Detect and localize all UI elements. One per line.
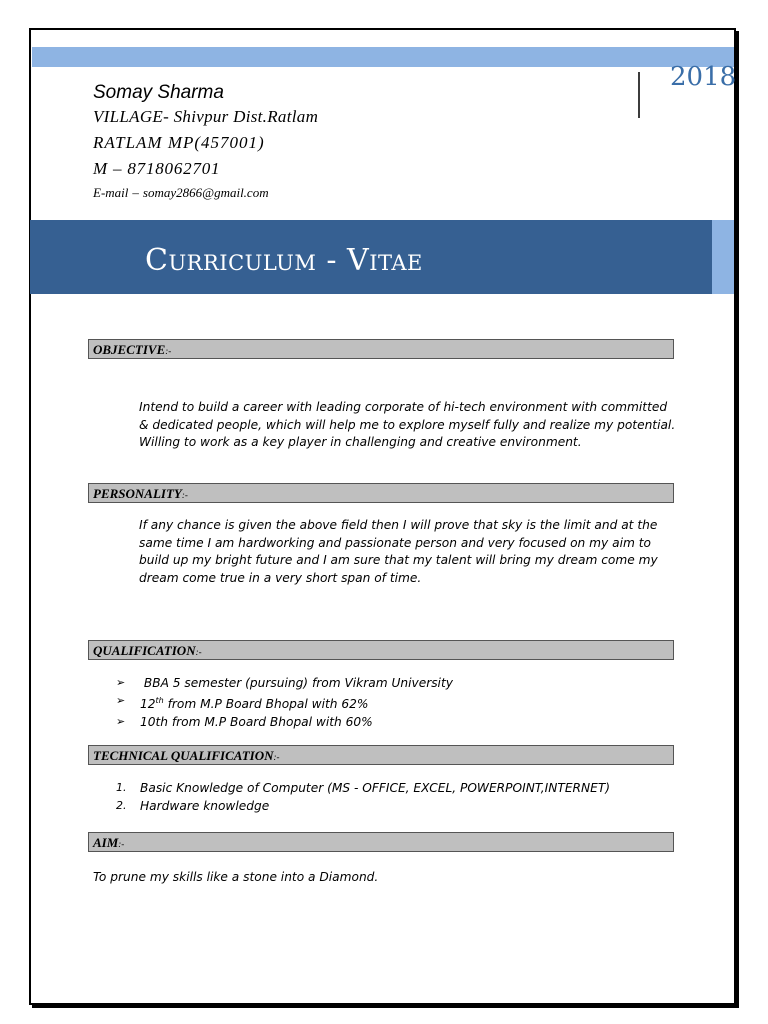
technical-list xyxy=(116,779,610,815)
list-item: ➢ 12th from M.P Board Bhopal with 62% xyxy=(116,694,369,712)
address-line-2: RATLAM MP(457001) xyxy=(93,133,265,152)
qualification-list xyxy=(116,674,453,731)
objective-heading-bar xyxy=(88,339,674,359)
year-divider xyxy=(638,72,640,118)
aim-text: To prune my skills like a stone into a Diamond. xyxy=(93,870,379,884)
year-label: 2018 xyxy=(670,62,737,92)
aim-heading-bar xyxy=(88,832,674,852)
arrow-bullet-icon: ➢ xyxy=(116,694,126,707)
email-address: somay2866@gmail.com xyxy=(142,185,269,200)
objective-text: Intend to build a career with leading corporate of hi-tech environment with committed & dedicated people, which will help me to explore myself fully and realize my potential. Willing to work as a key player in challenging and creative environment. xyxy=(139,400,676,449)
list-item: ➢ 10th from M.P Board Bhopal with 60% xyxy=(116,715,373,730)
list-item: 2. Hardware knowledge xyxy=(116,799,270,813)
technical-heading-bar xyxy=(88,745,674,765)
personality-heading: PERSONALITY:- xyxy=(93,486,188,501)
email-line xyxy=(93,185,269,201)
email-label: E-mail xyxy=(93,185,129,200)
technical-heading: TECHNICAL QUALIFICATION:- xyxy=(93,748,280,763)
list-item: 1. Basic Knowledge of Computer (MS - OFFICE, EXCEL, POWERPOINT,INTERNET) xyxy=(116,781,611,795)
list-number: 1. xyxy=(116,781,127,794)
header-color-band xyxy=(32,47,734,67)
candidate-name: Somay Sharma xyxy=(93,82,224,103)
title-banner-accent xyxy=(712,220,734,294)
list-item: ➢ BBA 5 semester (pursuing) from Vikram University xyxy=(116,676,453,690)
aim-heading: AIM:- xyxy=(93,835,125,850)
email-dash: – xyxy=(132,185,139,200)
arrow-bullet-icon: ➢ xyxy=(116,715,126,729)
objective-heading: OBJECTIVE:- xyxy=(93,342,172,357)
list-number: 2. xyxy=(116,799,127,812)
document-title: Curriculum - Vitae xyxy=(145,243,423,278)
personality-text: If any chance is given the above field then I will prove that sky is the limit and at the same time I am hardworking and passionate person and very focused on my aim to build up my bright future and I am sure that my talent will bring my dream come my dream come true in a very short span of time. xyxy=(139,518,658,585)
qualification-heading-bar xyxy=(88,640,674,660)
personality-heading-bar xyxy=(88,483,674,503)
arrow-bullet-icon: ➢ xyxy=(116,676,126,689)
address-line-1: VILLAGE- Shivpur Dist.Ratlam xyxy=(93,107,319,126)
qualification-heading: QUALIFICATION:- xyxy=(93,643,202,658)
mobile-number: M – 8718062701 xyxy=(93,159,221,178)
